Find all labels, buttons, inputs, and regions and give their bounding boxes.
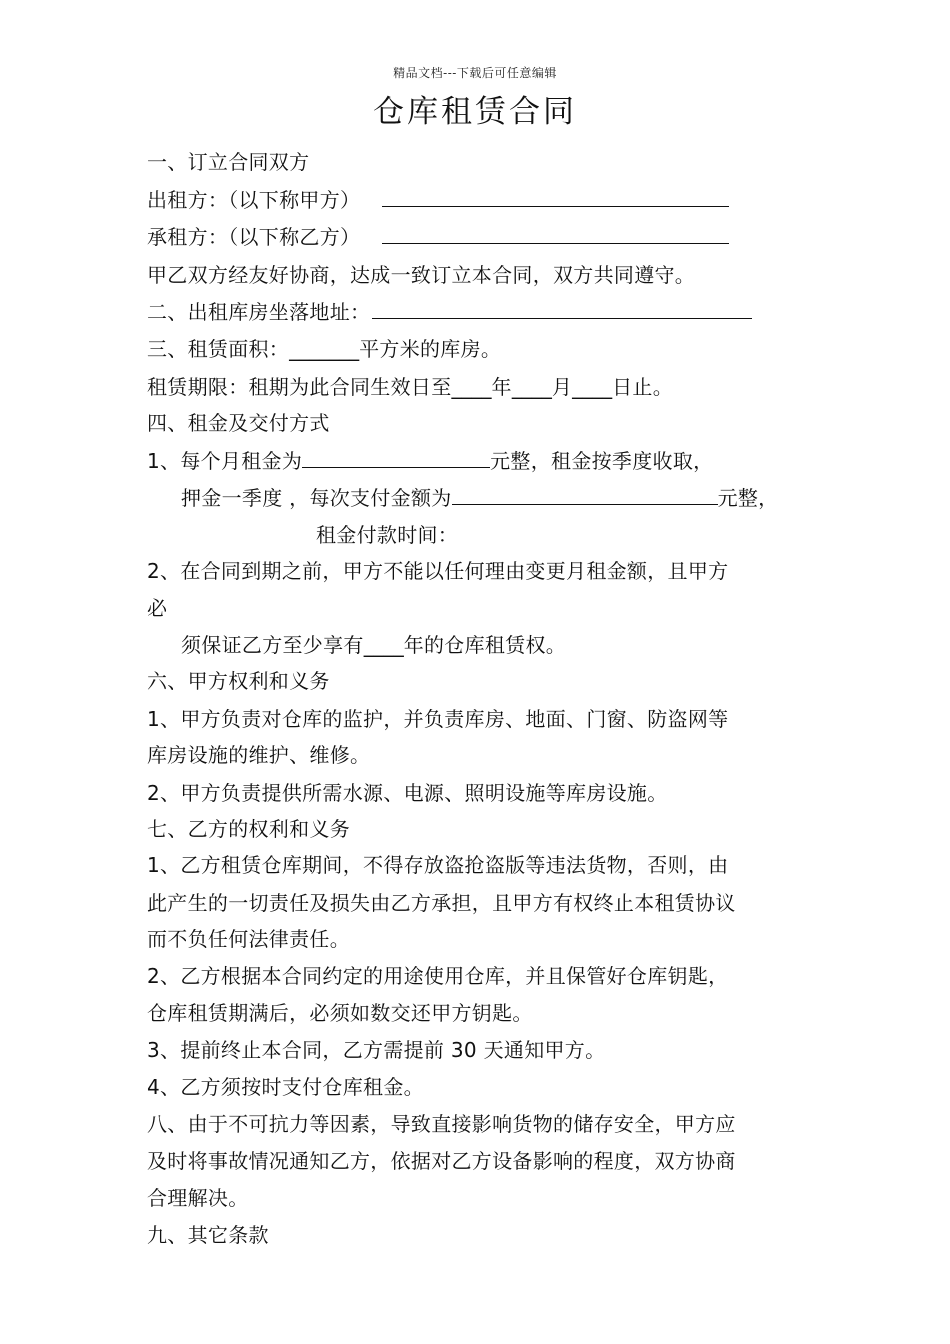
area-blank[interactable]: _______ — [289, 337, 360, 361]
clause-7-2-line-2: 仓库租赁期满后，必须如数交还甲方钥匙。 — [147, 1001, 533, 1025]
address-blank[interactable] — [372, 298, 752, 319]
document-title: 仓库租赁合同 — [373, 94, 577, 130]
lease-years-blank[interactable]: ____ — [363, 633, 404, 657]
section-1-heading: 一、订立合同双方 — [147, 150, 310, 174]
clause-7-1-line-3: 而不负任何法律责任。 — [147, 927, 350, 951]
payment-amount-blank[interactable] — [452, 484, 718, 505]
clause-7-3-line: 3、提前终止本合同，乙方需提前 30 天通知甲方。 — [147, 1038, 606, 1062]
section-8-line-3: 合理解决。 — [147, 1186, 249, 1210]
address-line: 二、出租库房坐落地址： — [147, 298, 752, 326]
clause-6-2-line: 2、甲方负责提供所需水源、电源、照明设施等库房设施。 — [147, 781, 668, 805]
monthly-rent-blank[interactable] — [302, 447, 490, 468]
year-blank[interactable]: ____ — [451, 375, 492, 399]
clause-4-2-line-3: 须保证乙方至少享有____年的仓库租赁权。 — [181, 633, 567, 657]
clause-7-4-line: 4、乙方须按时支付仓库租金。 — [147, 1075, 424, 1099]
lessor-blank[interactable] — [382, 186, 729, 207]
agreement-line: 甲乙双方经友好协商，达成一致订立本合同，双方共同遵守。 — [147, 263, 696, 287]
month-blank[interactable]: ____ — [511, 375, 552, 399]
section-8-line-2: 及时将事故情况通知乙方，依据对乙方设备影响的程度，双方协商 — [147, 1149, 736, 1173]
lessor-line: 出租方：（以下称甲方） — [147, 186, 729, 214]
area-line: 三、租赁面积：_______平方米的库房。 — [147, 337, 502, 361]
monthly-rent-line: 1、每个月租金为 元整，租金按季度收取， — [147, 449, 714, 473]
clause-7-2-line-1: 2、乙方根据本合同约定的用途使用仓库，并且保管好仓库钥匙， — [147, 964, 729, 988]
term-line: 租赁期限：租期为此合同生效日至____年____月____日止。 — [147, 375, 674, 399]
section-7-heading: 七、乙方的权利和义务 — [147, 817, 350, 841]
section-8-line-1: 八、由于不可抗力等因素，导致直接影响货物的储存安全，甲方应 — [147, 1112, 736, 1136]
payment-time-line: 租金付款时间： — [316, 523, 459, 547]
clause-6-1-line-1: 1、甲方负责对仓库的监护，并负责库房、地面、门窗、防盗网等 — [147, 707, 729, 731]
section-6-heading: 六、甲方权利和义务 — [147, 669, 330, 693]
section-4-heading: 四、租金及交付方式 — [147, 411, 330, 435]
lessee-blank[interactable] — [382, 223, 729, 244]
day-blank[interactable]: ____ — [572, 375, 613, 399]
section-9-heading: 九、其它条款 — [147, 1223, 269, 1247]
header-note: 精品文档---下载后可任意编辑 — [393, 66, 557, 80]
lessee-line: 承租方：（以下称乙方） — [147, 223, 729, 251]
clause-4-2-line-1: 2、在合同到期之前，甲方不能以任何理由变更月租金额，且甲方 — [147, 559, 729, 583]
clause-7-1-line-2: 此产生的一切责任及损失由乙方承担，且甲方有权终止本租赁协议 — [147, 891, 736, 915]
deposit-line: 押金一季度 ，每次支付金额为 元整， — [181, 486, 779, 510]
clause-4-2-line-2: 必 — [147, 596, 168, 620]
clause-6-1-line-2: 库房设施的维护、维修。 — [147, 743, 371, 767]
clause-7-1-line-1: 1、乙方租赁仓库期间，不得存放盗抢盗版等违法货物，否则，由 — [147, 853, 729, 877]
